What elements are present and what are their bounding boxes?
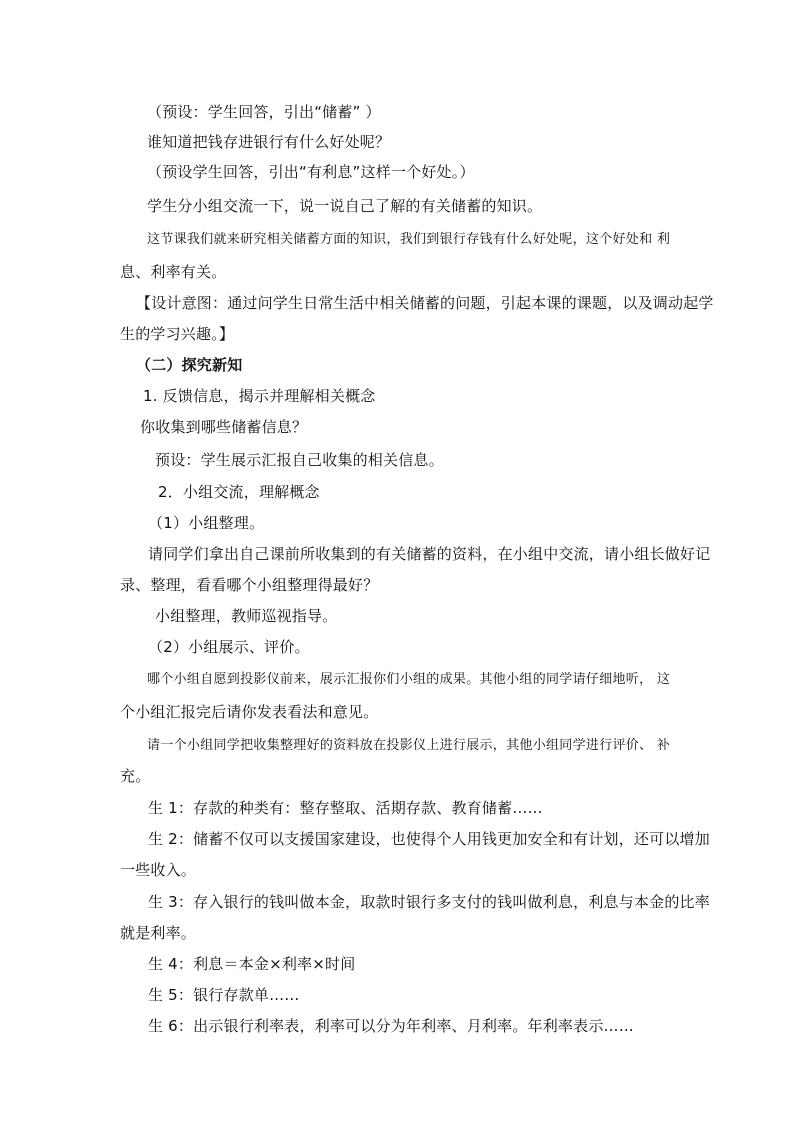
projector-instruction-line2: 充。 [120,767,151,785]
section-heading-explore: （二）探究新知 [136,356,243,374]
teacher-guidance: 小组整理，教师巡视指导。 [155,607,338,625]
instruction-line1: 请同学们拿出自己课前所收集到的有关储蓄的资料，在小组中交流，请小组长做好记 [148,545,711,563]
present-instruction-line1: 哪个小组自愿到投影仪前来，展示汇报你们小组的成果。其他小组的同学请仔细地听， 这 [147,672,671,687]
student-4-answer: 生 4：利息＝本金×利率×时间 [148,955,356,973]
step-1-heading: 1. 反馈信息，揭示并理解相关概念 [143,387,376,405]
design-intent-line1: 【设计意图：通过问学生日常生活中相关储蓄的问题，引起本课的课题，以及调动起学 [136,294,714,312]
preset-student-report: 预设：学生展示汇报自己收集的相关信息。 [155,451,444,469]
preset-answer-savings: （预设：学生回答，引出“储蓄” ） [147,103,381,121]
instruction-line2: 录、整理，看看哪个小组整理得最好？ [120,576,379,594]
student-5-answer: 生 5：银行存款单…… [148,986,300,1004]
present-instruction-line2: 个小组汇报完后请你发表看法和意见。 [120,703,379,721]
question-bank-benefit: 谁知道把钱存进银行有什么好处呢？ [147,133,391,151]
substep-2-group-present: （2）小组展示、评价。 [148,638,310,656]
student-6-answer: 生 6：出示银行利率表，利率可以分为年利率、月利率。年利率表示…… [148,1017,634,1035]
lesson-intro-line1: 这节课我们就来研究相关储蓄方面的知识，我们到银行存钱有什么好处呢，这个好处和 利 [147,232,671,247]
student-1-answer: 生 1：存款的种类有：整存整取、活期存款、教育储蓄…… [148,799,543,817]
question-collected-info: 你收集到哪些储蓄信息？ [140,418,308,436]
student-3-answer-line1: 生 3：存入银行的钱叫做本金，取款时银行多支付的钱叫做利息，利息与本金的比率 [148,893,710,911]
preset-answer-interest: （预设学生回答，引出“有利息”这样一个好处。） [147,163,475,181]
lesson-intro-line2: 息、利率有关。 [120,263,227,281]
projector-instruction-line1: 请一个小组同学把收集整理好的资料放在投影仪上进行展示，其他小组同学进行评价、 补 [147,738,671,753]
design-intent-line2: 生的学习兴趣。】 [120,325,235,343]
student-2-answer-line1: 生 2：储蓄不仅可以支援国家建设，也使得个人用钱更加安全和有计划，还可以增加 [148,830,710,848]
substep-1-group-organize: （1）小组整理。 [148,514,265,532]
group-discussion: 学生分小组交流一下，说一说自己了解的有关储蓄的知识。 [147,197,543,215]
student-2-answer-line2: 一些收入。 [120,861,197,879]
step-2-heading: 2．小组交流，理解概念 [158,483,320,501]
student-3-answer-line2: 就是利率。 [120,924,197,942]
